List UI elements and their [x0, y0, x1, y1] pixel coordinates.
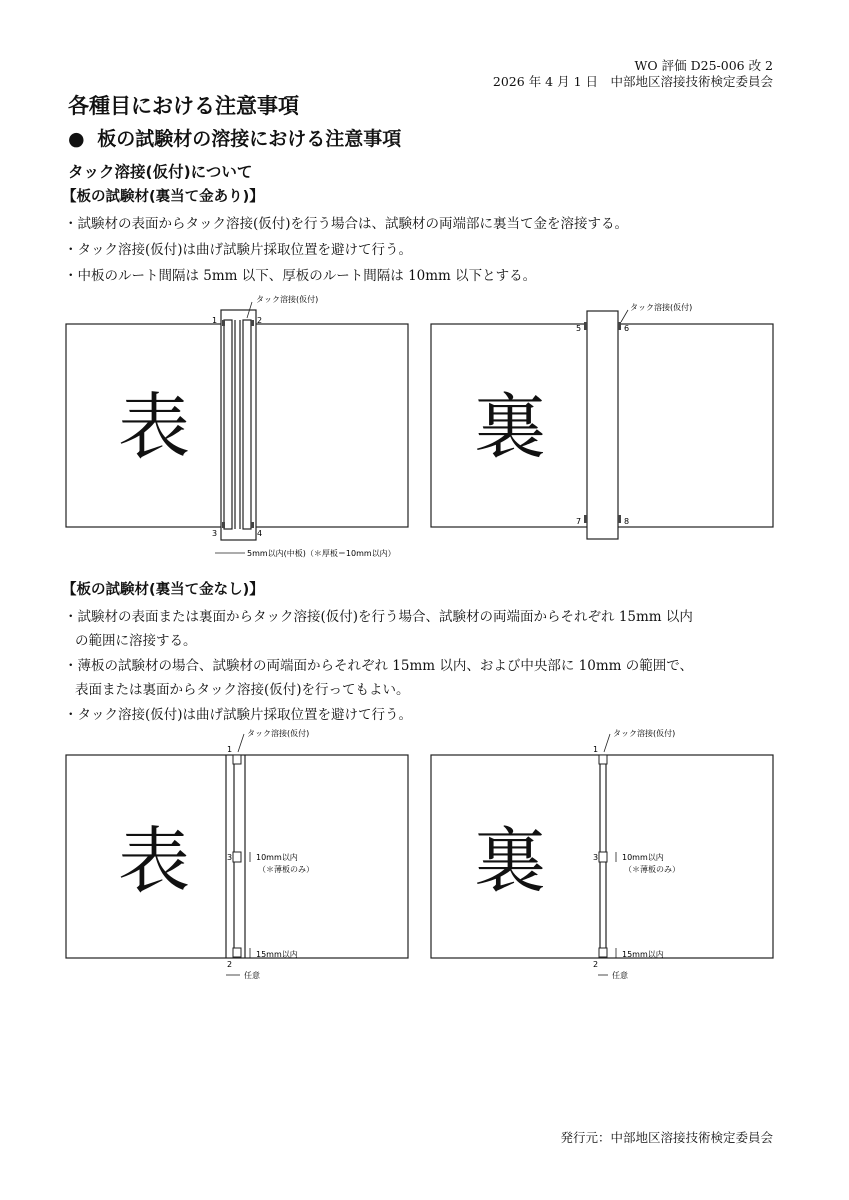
weld-number: 3 [227, 853, 233, 862]
weld-number: 1 [227, 745, 233, 754]
section2-bullet-cont: の範囲に溶接する。 [75, 633, 197, 649]
end-note: 15mm以内 [622, 950, 664, 959]
weld-number: 5 [576, 324, 582, 333]
mid-note-thin: （＊薄板のみ） [258, 865, 314, 874]
weld-number: 2 [593, 960, 599, 969]
section2-bullet: ・薄板の試験材の場合、試験材の両端面からそれぞれ 15mm 以内、および中央部に 10mm の範囲で、 [64, 658, 693, 674]
tack-weld-mark [233, 948, 241, 957]
back-label: 裏 [474, 385, 547, 469]
tack-weld-mark [618, 322, 621, 330]
mid-note-thin: （＊薄板のみ） [624, 865, 680, 874]
front-label: 表 [118, 385, 191, 469]
arbitrary-note: 任意 [244, 971, 260, 980]
section1-bullet: ・タック溶接(仮付)は曲げ試験片採取位置を避けて行う。 [64, 242, 413, 258]
weld-number: 2 [257, 316, 263, 325]
tack-weld-mark [599, 755, 607, 764]
weld-number: 3 [212, 529, 218, 538]
section1-bullet: ・試験材の表面からタック溶接(仮付)を行う場合は、試験材の両端部に裏当て金を溶接する。 [64, 216, 629, 232]
publisher-footer: 発行元：中部地区溶接技術検定委員会 [560, 1130, 773, 1145]
mid-note: 10mm以内 [622, 853, 664, 862]
weld-number: 8 [624, 517, 630, 526]
tack-label: タック溶接(仮付) [247, 729, 310, 738]
weld-number: 2 [227, 960, 233, 969]
tack-weld-mark [233, 852, 241, 862]
tack-label: タック溶接(仮付) [256, 295, 319, 304]
subtitle-bullet: ● [68, 128, 85, 150]
section2-bullet: ・タック溶接(仮付)は曲げ試験片採取位置を避けて行う。 [64, 707, 413, 723]
tack-leader-line [238, 734, 244, 752]
gap-note: 5mm以内(中板)（＊厚板＝10mm以内） [247, 549, 396, 558]
backing-diagram [0, 288, 849, 566]
no-backing-diagram [0, 722, 849, 992]
tack-weld-mark [584, 515, 587, 523]
tack-heading: タック溶接(仮付)について [68, 163, 253, 181]
tack-weld-mark [222, 320, 225, 326]
weld-number: 6 [624, 324, 630, 333]
section1-heading: 【板の試験材(裏当て金あり)】 [62, 189, 264, 205]
tack-label: タック溶接(仮付) [613, 729, 676, 738]
tack-label: タック溶接(仮付) [630, 303, 693, 312]
weld-number: 7 [576, 517, 582, 526]
section1-bullet: ・中板のルート間隔は 5mm 以下、厚板のルート間隔は 10mm 以下とする。 [64, 268, 537, 284]
weld-number: 1 [593, 745, 599, 754]
tack-weld-mark [584, 322, 587, 330]
arbitrary-note: 任意 [612, 971, 628, 980]
backing-strip [587, 311, 618, 539]
tack-weld-mark [599, 948, 607, 957]
section2-heading: 【板の試験材(裏当て金なし)】 [62, 582, 264, 598]
weld-number: 3 [593, 853, 599, 862]
end-note: 15mm以内 [256, 950, 298, 959]
page-title: 各種目における注意事項 [68, 93, 299, 118]
tack-weld-mark [251, 320, 254, 326]
tack-weld-mark [618, 515, 621, 523]
front-label: 表 [118, 819, 191, 903]
subtitle-text: 板の試験材の溶接における注意事項 [97, 128, 402, 150]
tack-weld-mark [222, 522, 225, 528]
tack-weld-mark [599, 852, 607, 862]
subtitle [68, 124, 401, 151]
mid-note: 10mm以内 [256, 853, 298, 862]
tack-weld-mark [233, 755, 241, 764]
tack-weld-mark [251, 522, 254, 528]
date-organization: 2026 年 4 月 1 日 中部地区溶接技術検定委員会 [492, 74, 773, 89]
tack-leader-line [621, 310, 628, 322]
section2-bullet: ・試験材の表面または裏面からタック溶接(仮付)を行う場合、試験材の両端面からそれぞれ 15mm 以内 [64, 609, 693, 625]
tack-leader-line [604, 734, 610, 752]
back-label: 裏 [474, 819, 547, 903]
section2-bullet-cont: 表面または裏面からタック溶接(仮付)を行ってもよい。 [75, 682, 410, 698]
weld-number: 1 [212, 316, 218, 325]
document-id: WO 評価 D25-006 改 2 [634, 58, 773, 73]
weld-number: 4 [257, 529, 263, 538]
